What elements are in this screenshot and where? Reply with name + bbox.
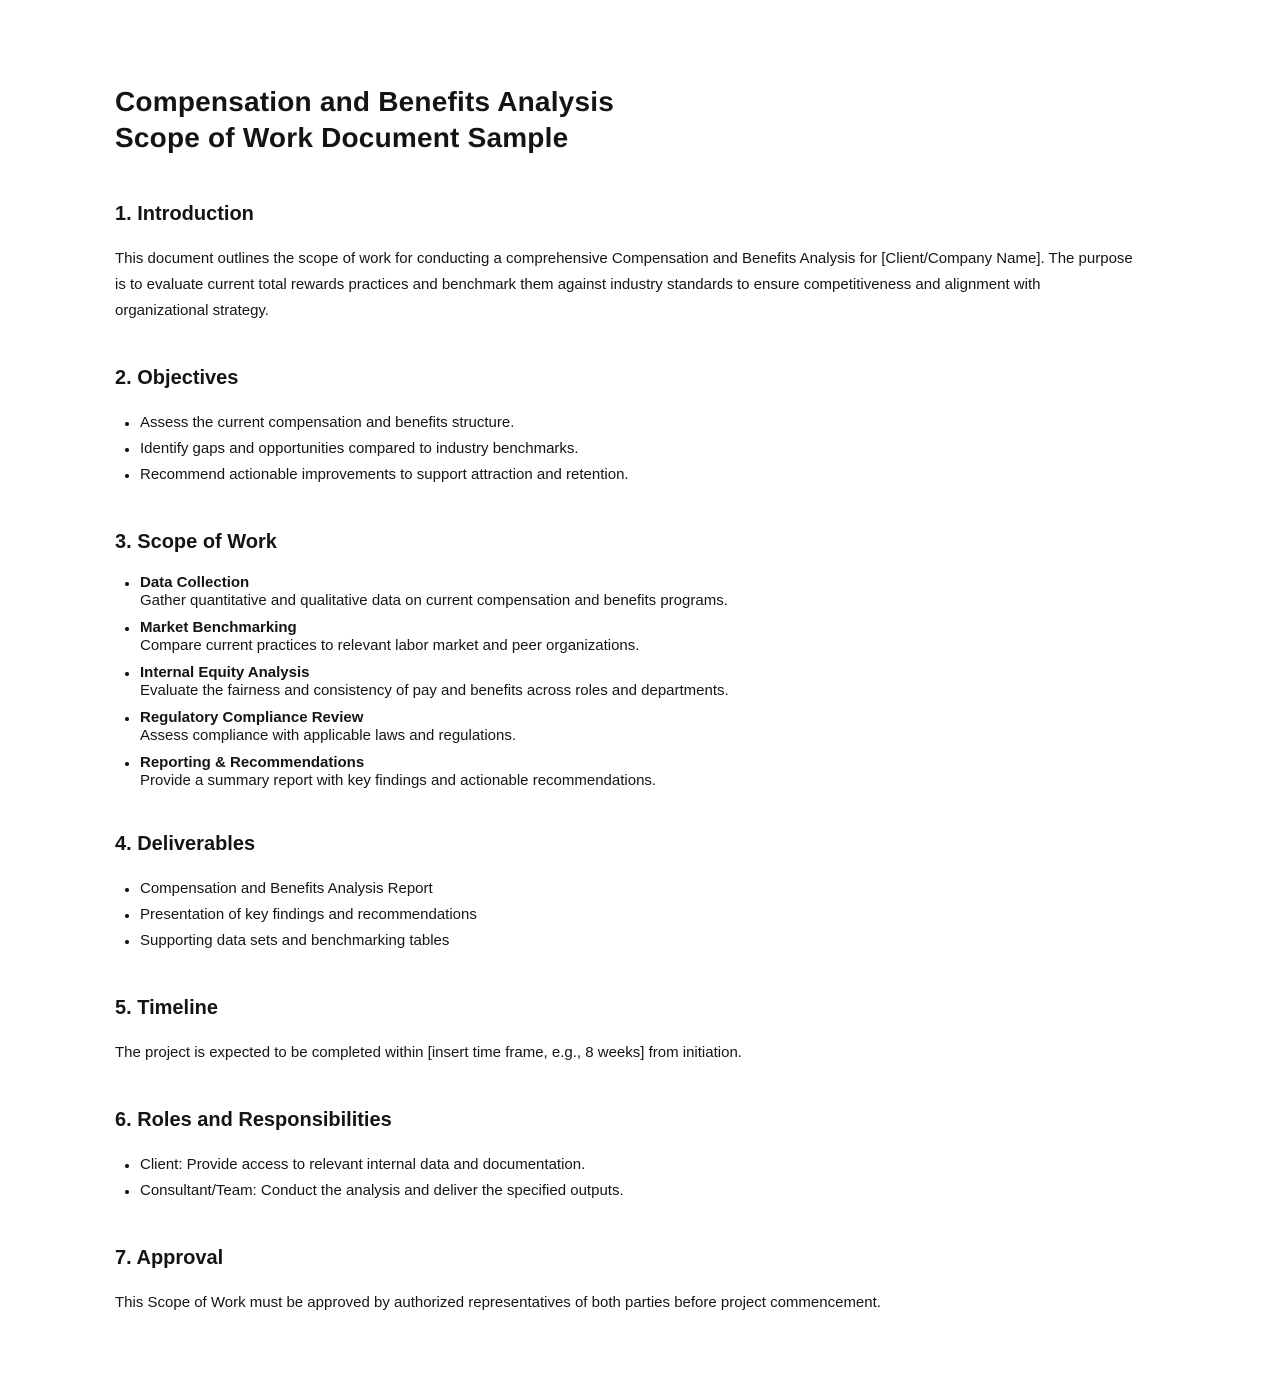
list-item: • Assess the current compensation and benefits structure. [139, 410, 1135, 436]
scope-item-desc: Gather quantitative and qualitative data on current compensation and benefits programs. [140, 592, 728, 609]
section-approval [115, 1246, 1135, 1316]
list-item: • Recommend actionable improvements to support attraction and retention. [139, 462, 1135, 488]
scope-item-title: Reporting & Recommendations [140, 754, 365, 771]
roles-list [115, 1152, 1135, 1204]
section-heading-deliverables: 4. Deliverables [115, 833, 256, 855]
section-heading-introduction: 1. Introduction [115, 203, 254, 225]
section-objectives [115, 366, 1135, 488]
list-item: • Identify gaps and opportunities compared to industry benchmarks. [139, 436, 1135, 462]
scope-item-title: Regulatory Compliance Review [140, 709, 364, 726]
list-item: • Presentation of key findings and recommendations [139, 902, 1135, 928]
scope-item-desc: Evaluate the fairness and consistency of pay and benefits across roles and departments. [140, 682, 729, 699]
list-item [139, 754, 1135, 790]
scope-of-work-list [115, 574, 1135, 790]
section-deliverables [115, 832, 1135, 954]
section-heading-objectives: 2. Objectives [115, 367, 239, 389]
section-heading-roles-and-responsibilities: 6. Roles and Responsibilities [115, 1109, 392, 1131]
section-heading-approval: 7. Approval [115, 1247, 224, 1269]
scope-item-title: Internal Equity Analysis [140, 664, 310, 681]
section-heading-timeline: 5. Timeline [115, 997, 219, 1019]
document-title [115, 84, 1135, 156]
section-timeline [115, 996, 1135, 1066]
section-roles-and-responsibilities [115, 1108, 1135, 1204]
section-introduction [115, 202, 1135, 324]
introduction-paragraph: This document outlines the scope of work for conducting a comprehensive Compensation and Benefits Analysis for [Client/Company Name]. The purpose is to evaluate current total rewards practices and benchmark them against industry standards to ensure competitiveness and alignment with organizational strategy. [115, 250, 1133, 319]
scope-item-desc: Provide a summary report with key findings and actionable recommendations. [140, 772, 657, 789]
scope-item-title: Data Collection [140, 574, 250, 591]
document-title-line-1: Compensation and Benefits Analysis [115, 86, 614, 117]
list-item [139, 619, 1135, 655]
list-item: • Compensation and Benefits Analysis Report [139, 876, 1135, 902]
document-title-line-2: Scope of Work Document Sample [115, 122, 569, 153]
list-item: • Client: Provide access to relevant internal data and documentation. [139, 1152, 1135, 1178]
objectives-list [115, 410, 1135, 488]
deliverables-list [115, 876, 1135, 954]
list-item [139, 664, 1135, 700]
list-item: • Consultant/Team: Conduct the analysis and deliver the specified outputs. [139, 1178, 1135, 1204]
scope-item-desc: Compare current practices to relevant labor market and peer organizations. [140, 637, 640, 654]
list-item: • Supporting data sets and benchmarking tables [139, 928, 1135, 954]
list-item [139, 574, 1135, 610]
timeline-paragraph: The project is expected to be completed within [insert time frame, e.g., 8 weeks] from initiation. [115, 1044, 742, 1061]
approval-paragraph: This Scope of Work must be approved by authorized representatives of both parties before project commencement. [115, 1294, 881, 1311]
section-scope-of-work [115, 530, 1135, 790]
scope-item-title: Market Benchmarking [140, 619, 297, 636]
section-heading-scope-of-work: 3. Scope of Work [115, 531, 277, 553]
list-item [139, 709, 1135, 745]
scope-item-desc: Assess compliance with applicable laws and regulations. [140, 727, 517, 744]
